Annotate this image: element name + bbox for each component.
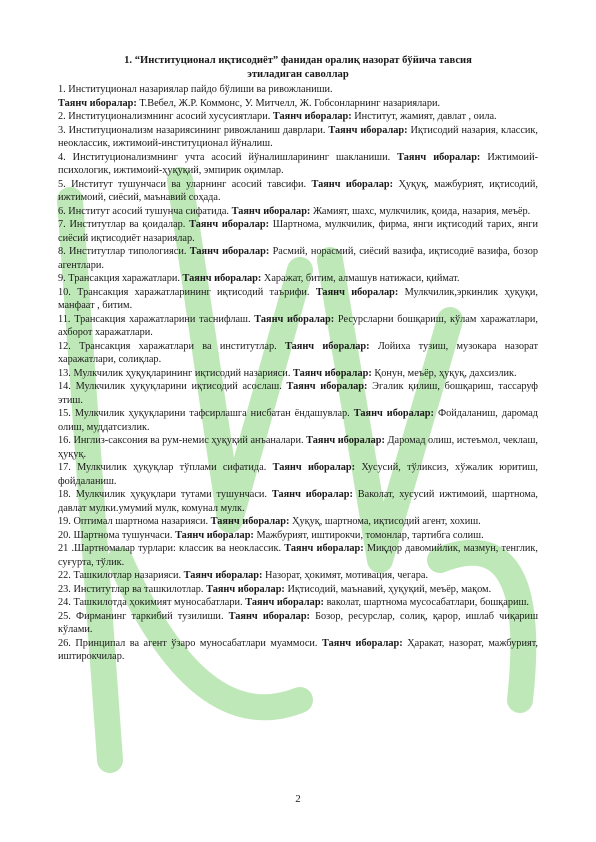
question-text: 26. Принципал ва агент ўзаро муносабатлари муаммоси. (58, 637, 318, 649)
question-item (58, 340, 538, 367)
question-text: 6. Институт асосий тушунча сифатида. (58, 205, 229, 217)
key-terms-label: Таянч иборалар: (322, 637, 403, 649)
key-terms-label: Таянч иборалар: (306, 435, 385, 446)
question-item (58, 367, 538, 381)
question-item (58, 151, 538, 178)
question-text: 16. Инглиз-саксония ва рум-немис ҳуқуқий анъаналари. (58, 435, 304, 446)
key-terms-label: Таянч иборалар: (210, 516, 290, 527)
question-item (58, 205, 538, 219)
question-item (58, 583, 538, 597)
key-terms-text: Ваколат, хусусий ижтимоий, шартнома, давлат мулки.умумий мулк, комунал мулк. (58, 489, 539, 514)
question-text: 3. Институционализм назариясининг ривожланиш даврлари. (58, 124, 326, 136)
question-item (58, 178, 538, 205)
question-text: 9. Трансакция харажатлари. (58, 273, 180, 284)
key-terms-label: Таянч иборалар: (175, 529, 254, 541)
title-line-1: 1. “Институционал иқтисодиёт” фанидан оралиқ назорат бўйича тавсия (124, 55, 472, 66)
question-item (58, 83, 538, 97)
question-item (58, 461, 538, 488)
question-text: 13. Мулкчилик ҳуқуқларининг иқтисодий назарияси. (58, 367, 291, 379)
question-text: 2. Институционализмнинг асосий хусусиятлари. (58, 111, 271, 122)
key-terms-text: Мулкчилик,эркинлик ҳуқуқи, манфаат , битим. (58, 286, 538, 311)
question-text: 7. Институтлар ва қоидалар. (58, 219, 186, 230)
key-terms-text: Лойиха тузиш, музокара назорат харажатлари, солиқлар. (58, 340, 538, 365)
question-list (58, 83, 538, 664)
question-item (58, 488, 538, 515)
key-terms-text: Институт, жамият, давлат , оила. (354, 111, 497, 122)
question-text: 23. Институтлар ва ташкилотлар. (58, 583, 204, 595)
key-terms-label: Таянч иборалар: (328, 124, 408, 136)
question-item (58, 272, 538, 286)
question-text: 25. Фирманинг таркибий тузилиши. (58, 610, 224, 622)
key-terms-text: ваколат, шартнома мусосабатлари, бошқариш. (326, 597, 530, 608)
question-item (58, 97, 538, 111)
key-terms-label: Таянч иборалар: (231, 205, 311, 217)
key-terms-text: Расмий, норасмий, сиёсий вазифа, иқтисодиё вазифа, бозор агентлари. (58, 246, 538, 271)
key-terms-text: Жамият, шахс, мулкчилик, қоида, назария, меъёр. (312, 205, 531, 217)
key-terms-label: Таянч иборалар: (292, 367, 372, 379)
key-terms-text: Миқдор давомийлик, мазмун, тенглик, суғурта, тўлик. (58, 543, 538, 568)
question-text: 20. Шартнома тушунчаси. (58, 529, 173, 541)
key-terms-label: Таянч иборалар: (182, 273, 262, 284)
key-terms-text: Бозор, ресурслар, солиқ, қарор, ишлаб чиқариш кўлами. (58, 610, 538, 635)
key-terms-label: Таянч иборалар: (245, 597, 324, 608)
key-terms-text: Иқтисодий назария, классик, неоклассик, ижтимоий-институционал йўналиш. (58, 124, 538, 149)
key-terms-text: Даромад олиш, истеъмол, чеклаш, ҳуқуқ. (58, 435, 539, 460)
key-terms-label: Таянч иборалар: (206, 583, 285, 595)
question-item (58, 637, 538, 664)
question-item (58, 313, 538, 340)
question-text: 19. Оптимал шартнома назарияси. (58, 516, 209, 527)
question-text: 22. Ташкилотлар назарияси. (58, 570, 182, 581)
document-page (58, 54, 538, 664)
key-terms-text: Ҳуқуқ, мажбурият, иқтисодий, ижтимоий, сиёсий, маънавий соҳада. (58, 178, 538, 203)
question-item (58, 596, 538, 610)
key-terms-text: Ижтимоий-психологик, ижтимоий-ҳуқуқий, эмпирик оқимлар. (58, 151, 539, 176)
key-terms-text: Ҳаракат, назорат, мажбурият, иштирокчилар. (58, 637, 538, 662)
question-item (58, 610, 538, 637)
key-terms-label: Таянч иборалар: (286, 381, 368, 392)
key-terms-label: Таянч иборалар: (284, 543, 364, 554)
key-terms-text: Хусусий, тўликсиз, хўжалик юритиш, фойдаланиш. (58, 462, 538, 487)
question-item (58, 515, 538, 529)
key-terms-label: Таянч иборалар: (353, 408, 434, 419)
question-text: 5. Институт тушунчаси ва уларнинг асосий тавсифи. (58, 178, 307, 190)
key-terms-text: Т.Вебел, Ж.Р. Коммонс, У. Митчелл, Ж. Гобсонларнинг назариялари. (139, 97, 441, 109)
question-item (58, 434, 538, 461)
key-terms-label: Таянч иборалар: (285, 340, 370, 352)
page-number: 2 (295, 793, 301, 805)
key-terms-text: Шартнома, мулкчилик, фирма, янги иқтисодий тарих, янги сиёсий иқтисодиёт назариялар. (58, 219, 539, 244)
question-text: 17. Мулкчилик ҳуқуқлар тўплами сифатида. (58, 462, 267, 473)
key-terms-label: Таянч иборалар: (183, 570, 263, 581)
question-item (58, 110, 538, 124)
question-text: 8. Институтлар типологияси. (58, 246, 187, 257)
question-text: 12. Трансакция харажатлари ва институтлар. (58, 340, 277, 352)
key-terms-label: Таянч иборалар: (311, 178, 394, 190)
question-text: 1. Институционал назариялар пайдо бўлиши ва ривожланиши. (58, 84, 333, 95)
key-terms-label: Таянч иборалар: (397, 151, 481, 163)
title-line-2: этиладиган саволлар (247, 69, 349, 80)
question-text: 4. Институционализмнинг учта асосий йўналишларининг шакланиши. (58, 151, 391, 163)
question-text: 14. Мулкчилик ҳуқуқларини иқтисодий асослаш. (58, 381, 282, 392)
question-item (58, 407, 538, 434)
key-terms-label: Таянч иборалар: (271, 489, 353, 500)
question-item (58, 542, 538, 569)
key-terms-text: Эгалик қилиш, бошқариш, тассаруф этиш. (58, 381, 538, 406)
key-terms-label: Таянч иборалар: (189, 246, 270, 257)
key-terms-text: Иқтисодий, маънавий, ҳуқуқий, меъёр, мақом. (287, 583, 492, 595)
key-terms-text: Фойдаланиш, даромад олиш, муддатсизлик. (58, 408, 539, 433)
key-terms-label: Таянч иборалар: (58, 97, 137, 109)
key-terms-label: Таянч иборалар: (254, 313, 335, 325)
question-text: 18. Мулкчилик ҳуқуқлари тутами тушунчаси. (58, 489, 267, 500)
document-title (58, 54, 538, 82)
key-terms-text: Харажат, битим, алмашув натижаси, қиймат. (263, 273, 460, 284)
key-terms-label: Таянч иборалар: (228, 610, 310, 622)
question-item (58, 245, 538, 272)
question-text: 11. Трансакция харажатларини таснифлаш. (58, 313, 251, 325)
question-item (58, 380, 538, 407)
question-text: 21 .Шартномалар турлари: классик ва неоклассик. (58, 543, 282, 554)
key-terms-text: Қонун, меъёр, ҳуқуқ, дахсизлик. (374, 367, 517, 379)
question-text: 24. Ташкилотда ҳокимият муносабатлари. (58, 597, 243, 608)
key-terms-text: Ресурсларни бошқариш, кўлам харажатлари, ахборот харажатлари. (58, 313, 538, 338)
key-terms-label: Таянч иборалар: (189, 219, 270, 230)
key-terms-text: Назорат, ҳокимят, мотивация, чегара. (265, 570, 429, 581)
question-item (58, 218, 538, 245)
question-item (58, 124, 538, 151)
key-terms-label: Таянч иборалар: (272, 111, 352, 122)
question-item (58, 529, 538, 543)
question-item (58, 569, 538, 583)
question-item (58, 286, 538, 313)
question-text: 15. Мулкчилик ҳуқуқларини тафсирлашга нисбатан ёндашувлар. (58, 408, 350, 419)
key-terms-label: Таянч иборалар: (272, 462, 356, 473)
key-terms-text: Мажбурият, иштирокчи, томонлар, тартибга солиш. (256, 529, 484, 541)
question-text: 10. Трансакция харажатларининг иқтисодий таърифи. (58, 286, 310, 298)
key-terms-text: Ҳуқуқ, шартнома, иқтисодий агент, хохиш. (292, 516, 481, 527)
key-terms-label: Таянч иборалар: (315, 286, 399, 298)
